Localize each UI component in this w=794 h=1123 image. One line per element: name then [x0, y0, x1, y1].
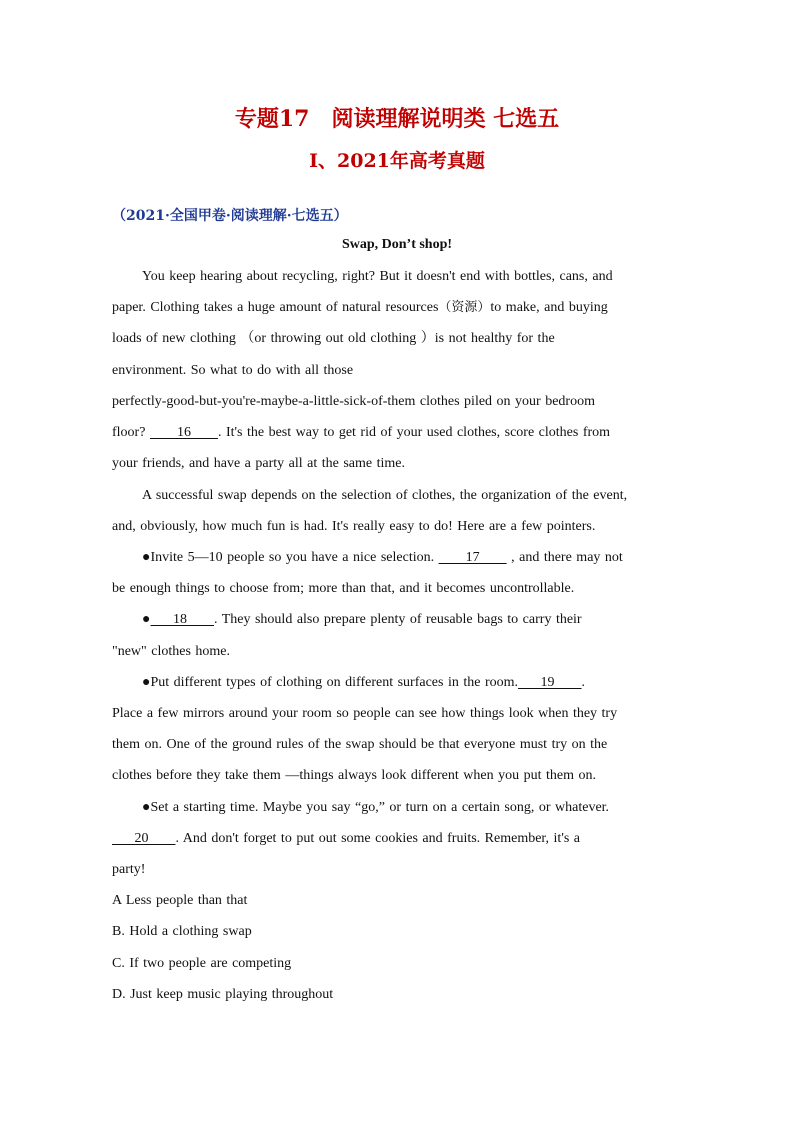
text-segment: , and there may not: [506, 550, 623, 565]
passage-line-3: loads of new clothing （or throwing out old clothing ）is not healthy for the: [112, 331, 555, 346]
passage-line-6: [112, 424, 610, 442]
passage-line-11: be enough things to choose from; more than that, and it becomes uncontrollable.: [112, 581, 575, 596]
option-a: A Less people than that: [112, 893, 248, 908]
text-segment: to make, and buying: [490, 300, 608, 315]
text-segment-cn: （资源）: [438, 300, 491, 315]
text-segment: floor?: [112, 425, 150, 440]
passage-line-19: [112, 830, 580, 848]
page-title: 专题17 阅读理解说明类 七选五: [234, 106, 560, 132]
blank-17[interactable]: 17: [438, 550, 507, 565]
passage-title: Swap, Don’t shop!: [341, 237, 453, 252]
passage-line-17: clothes before they take them —things always look different when you put them on.: [112, 768, 596, 783]
text-segment: ●Invite 5—10 people so you have a nice selection.: [142, 550, 439, 565]
passage-line-8: A successful swap depends on the selection of clothes, the organization of the event,: [142, 488, 628, 503]
text-segment: . And don't forget to put out some cookies and fruits. Remember, it's a: [175, 831, 581, 846]
option-c: C. If two people are competing: [112, 956, 292, 971]
text-segment: ●Put different types of clothing on different surfaces in the room.: [142, 675, 519, 690]
passage-line-9: and, obviously, how much fun is had. It's really easy to do! Here are a few pointers.: [112, 519, 596, 534]
bullet: ●: [142, 612, 151, 627]
option-d: D. Just keep music playing throughout: [112, 987, 334, 1002]
passage-line-14: [142, 674, 585, 692]
passage-line-10: [142, 549, 623, 567]
source-label: （2021·全国甲卷·阅读理解·七选五）: [112, 208, 348, 224]
passage-line-4: environment. So what to do with all those: [112, 363, 354, 378]
passage-line-18: ●Set a starting time. Maybe you say “go,” or turn on a certain song, or whatever.: [142, 800, 610, 815]
passage-line-2: [112, 299, 608, 317]
passage-line-13: "new" clothes home.: [112, 644, 231, 659]
passage-line-15: Place a few mirrors around your room so people can see how things look when they try: [112, 706, 618, 721]
text-segment: . They should also prepare plenty of reusable bags to carry their: [213, 612, 582, 627]
text-segment: .: [581, 675, 586, 690]
passage-line-20: party!: [112, 862, 146, 877]
blank-18[interactable]: 18: [150, 612, 214, 627]
text-segment: . It's the best way to get rid of your used clothes, score clothes from: [217, 425, 611, 440]
passage-line-5: perfectly-good-but-you're-maybe-a-little-sick-of-them clothes piled on your bedroom: [112, 394, 595, 409]
passage-line-1: You keep hearing about recycling, right? But it doesn't end with bottles, cans, and: [142, 269, 613, 284]
option-b: B. Hold a clothing swap: [112, 924, 252, 939]
text-segment: paper. Clothing takes a huge amount of natural resources: [112, 300, 439, 315]
passage-line-16: them on. One of the ground rules of the swap should be that everyone must try on the: [112, 737, 608, 752]
passage-line-7: your friends, and have a party all at the same time.: [112, 456, 406, 471]
blank-16[interactable]: 16: [149, 425, 218, 440]
passage-line-12: [142, 611, 582, 629]
blank-19[interactable]: 19: [518, 675, 582, 690]
blank-20[interactable]: 20: [112, 831, 176, 846]
page-subtitle: I、2021年高考真题: [309, 150, 485, 172]
